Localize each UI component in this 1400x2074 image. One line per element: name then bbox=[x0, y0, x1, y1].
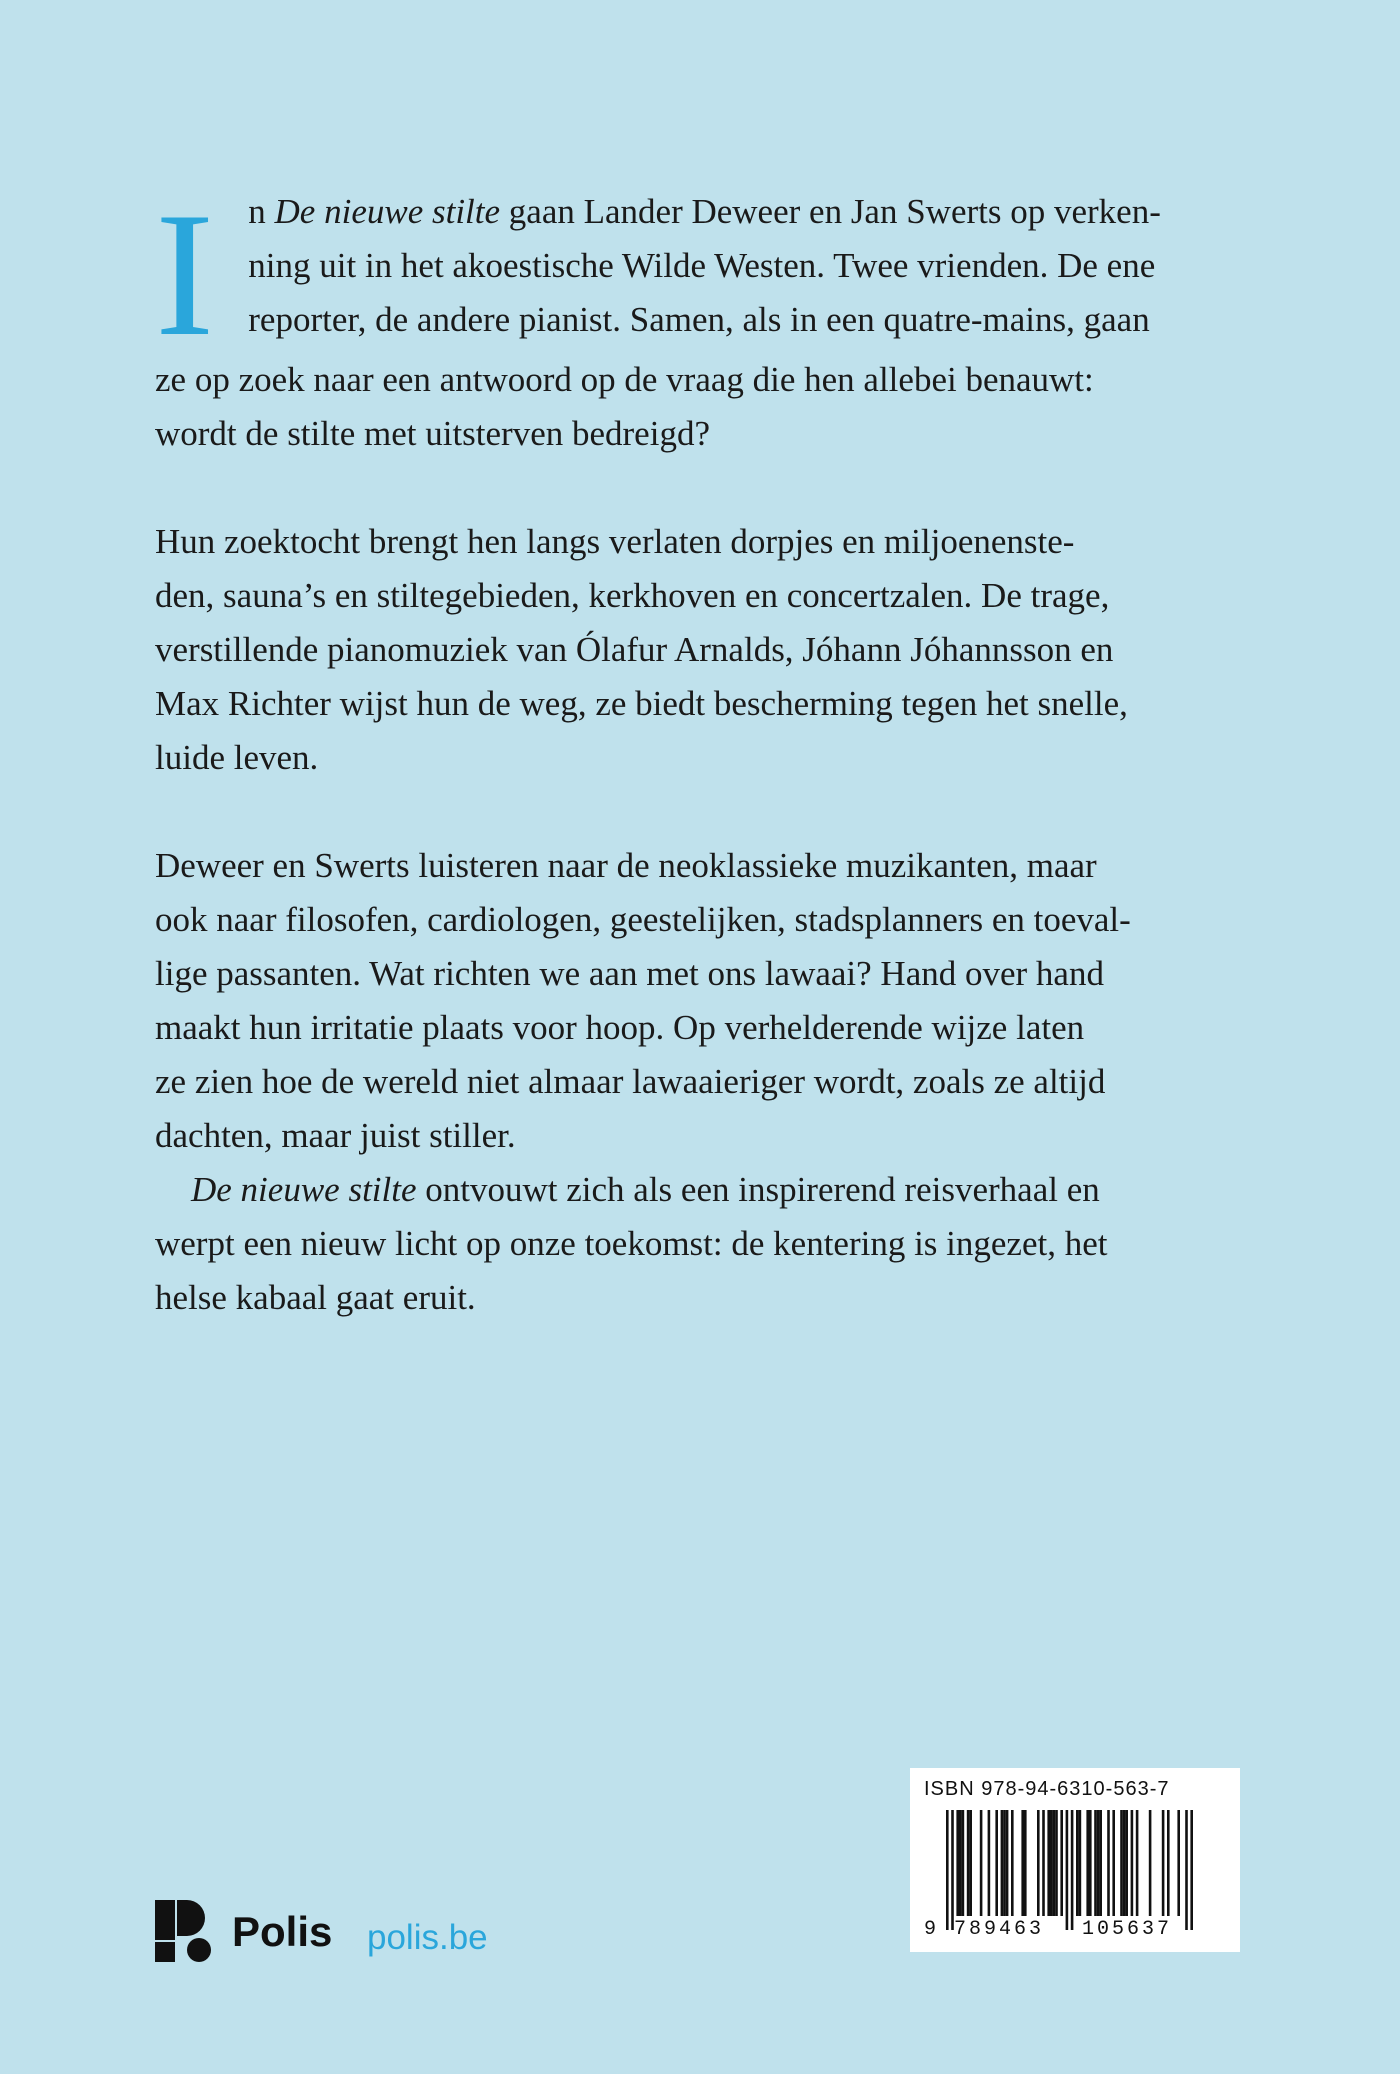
barcode-bar bbox=[995, 1810, 998, 1916]
barcode-bar bbox=[1003, 1810, 1006, 1916]
barcode-bar bbox=[1094, 1810, 1097, 1916]
barcode-bar bbox=[1079, 1810, 1082, 1916]
polis-logo-icon bbox=[155, 1900, 217, 1964]
barcode-bar bbox=[1055, 1810, 1058, 1916]
text-line: lige passanten. Wat richten we aan met ons lawaai? Hand over hand bbox=[155, 954, 1104, 993]
text-line: reporter, de andere pianist. Samen, als in een quatre-mains, gaan bbox=[248, 300, 1150, 339]
ean-first-digit: 9 bbox=[924, 1918, 937, 1941]
barcode-bar bbox=[1053, 1810, 1056, 1916]
barcode-bar bbox=[1050, 1810, 1053, 1916]
text-line: ze zien hoe de wereld niet almaar lawaaieriger wordt, zoals ze altijd bbox=[155, 1062, 1106, 1101]
text-line: Max Richter wijst hun de weg, ze biedt bescherming tegen het snelle, bbox=[155, 684, 1128, 723]
barcode-bar bbox=[1112, 1810, 1115, 1916]
isbn-label: ISBN 978-94-6310-563-7 bbox=[924, 1778, 1170, 1800]
text-line: Hun zoektocht brengt hen langs verlaten dorpjes en miljoenenste- bbox=[155, 522, 1075, 561]
barcode-bar bbox=[1011, 1810, 1014, 1916]
paragraph-2 bbox=[155, 515, 1245, 785]
barcode-bar bbox=[1024, 1810, 1027, 1916]
text-line: maakt hun irritatie plaats voor hoop. Op verhelderende wijze laten bbox=[155, 1008, 1085, 1047]
text-line: Deweer en Swerts luisteren naar de neoklassieke muzikanten, maar bbox=[155, 846, 1097, 885]
ean-right-digits: 105637 bbox=[1082, 1918, 1173, 1941]
barcode-bar bbox=[969, 1810, 972, 1916]
barcode-bar bbox=[1089, 1810, 1092, 1916]
barcode-bar bbox=[988, 1810, 991, 1916]
barcode-bar bbox=[1190, 1810, 1193, 1930]
barcode-bar bbox=[967, 1810, 970, 1916]
barcode-bar bbox=[1167, 1810, 1170, 1916]
barcode-bar bbox=[1001, 1810, 1004, 1916]
barcode-bar bbox=[1097, 1810, 1100, 1916]
text-line: werpt een nieuw licht op onze toekomst: de kentering is ingezet, het bbox=[155, 1224, 1108, 1263]
barcode-bar bbox=[1076, 1810, 1079, 1916]
barcode-bar bbox=[956, 1810, 959, 1916]
barcode-bar bbox=[1185, 1810, 1188, 1930]
barcode-bar bbox=[1060, 1810, 1063, 1916]
text-line: dachten, maar juist stiller. bbox=[155, 1116, 516, 1155]
text-line: ning uit in het akoestische Wilde Westen. Twee vrienden. De ene bbox=[248, 246, 1156, 285]
barcode-bar bbox=[1006, 1810, 1009, 1916]
barcode-bar bbox=[1120, 1810, 1123, 1916]
paragraph-1 bbox=[155, 175, 1245, 461]
barcode-bar bbox=[980, 1810, 983, 1916]
barcode-bar bbox=[1086, 1810, 1089, 1916]
book-title: De nieuwe stilte bbox=[191, 1170, 417, 1209]
ean-left-digits: 789463 bbox=[954, 1918, 1045, 1941]
isbn-barcode bbox=[910, 1768, 1240, 1952]
text-line: De nieuwe stilte ontvouwt zich als een inspirerend reisverhaal en bbox=[191, 1170, 1100, 1209]
barcode-bar bbox=[1131, 1810, 1134, 1916]
barcode-bar bbox=[1177, 1810, 1180, 1916]
barcode-bar bbox=[1042, 1810, 1045, 1916]
barcode-bar bbox=[1125, 1810, 1128, 1916]
text-line: luide leven. bbox=[155, 738, 319, 777]
barcode-bar bbox=[959, 1810, 962, 1916]
paragraph-4 bbox=[155, 1163, 1245, 1325]
text-line: den, sauna’s en stiltegebieden, kerkhoven en concertzalen. De trage, bbox=[155, 576, 1110, 615]
text-line: wordt de stilte met uitsterven bedreigd? bbox=[155, 414, 710, 453]
barcode-bar bbox=[1047, 1810, 1050, 1916]
book-title: De nieuwe stilte bbox=[274, 192, 501, 231]
back-cover-blurb bbox=[155, 175, 1245, 1325]
barcode-bar bbox=[1066, 1810, 1069, 1930]
text-line: ook naar filosofen, cardiologen, geestelijken, stadsplanners en toeval- bbox=[155, 900, 1131, 939]
barcode-bar bbox=[1021, 1810, 1024, 1916]
barcode-bar bbox=[1099, 1810, 1102, 1916]
text-line: n De nieuwe stilte gaan Lander Deweer en Jan Swerts op verken- bbox=[248, 192, 1161, 231]
drop-cap: I bbox=[155, 175, 215, 373]
barcode-bar bbox=[1123, 1810, 1126, 1916]
text-line: verstillende pianomuziek van Ólafur Arnalds, Jóhann Jóhannsson en bbox=[155, 630, 1114, 669]
publisher-name: Polis bbox=[232, 1908, 333, 1955]
barcode-bar bbox=[1037, 1810, 1040, 1916]
publisher-url[interactable]: polis.be bbox=[367, 1918, 488, 1957]
barcode-bar bbox=[1162, 1810, 1165, 1916]
barcode-bar bbox=[962, 1810, 965, 1916]
text-line: helse kabaal gaat eruit. bbox=[155, 1278, 476, 1317]
barcode-bar bbox=[1136, 1810, 1139, 1916]
barcode-bar bbox=[1107, 1810, 1110, 1916]
text-line: ze op zoek naar een antwoord op de vraag die hen allebei benauwt: bbox=[155, 360, 1094, 399]
barcode-bar bbox=[946, 1810, 949, 1930]
barcode-bar bbox=[1149, 1810, 1152, 1916]
barcode-bar bbox=[951, 1810, 954, 1930]
paragraph-3 bbox=[155, 839, 1245, 1163]
barcode-bar bbox=[1071, 1810, 1074, 1930]
